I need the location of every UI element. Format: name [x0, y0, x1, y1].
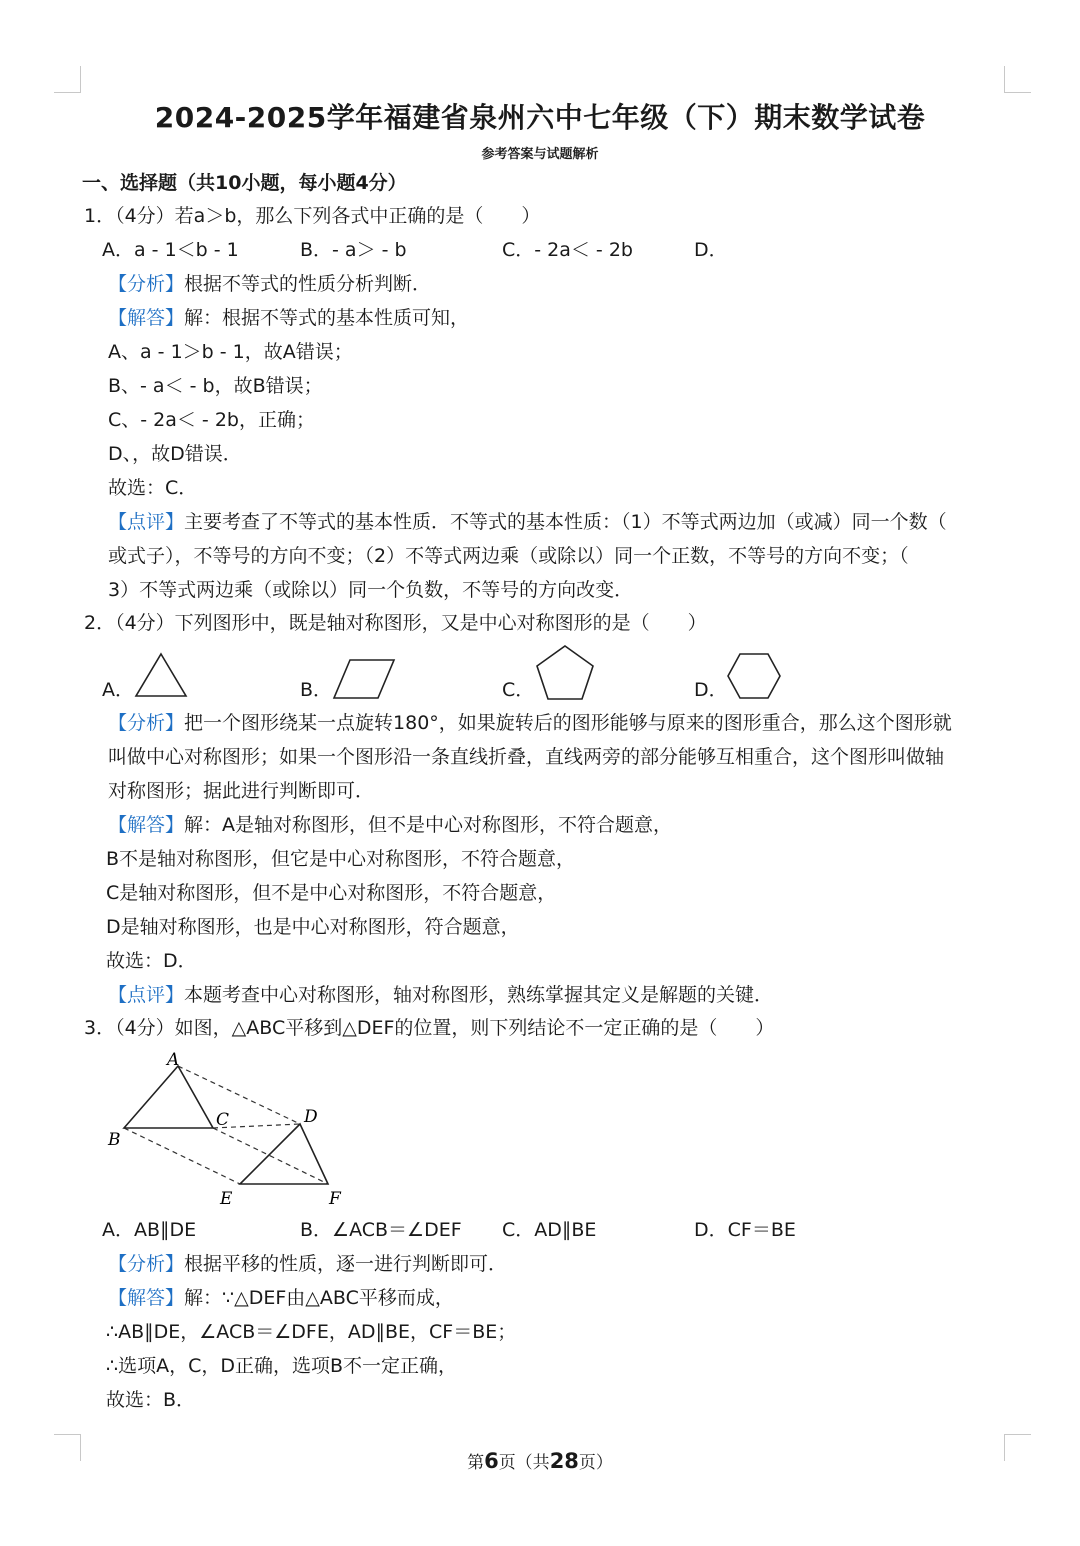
q2-answer: [108, 812, 672, 838]
q1-analysis-text: 根据不等式的性质分析判断．: [184, 273, 432, 295]
hexagon-icon: [726, 652, 782, 700]
q2-analysis: [108, 710, 952, 736]
q2-option-a: A．: [102, 679, 134, 701]
q1-stem: 1．（4分）若a＞b，那么下列各式中正确的是（ ）: [84, 205, 541, 227]
page-title: 2024-2025学年福建省泉州六中七年级（下）期末数学试卷: [154, 101, 926, 134]
q3-answer-text: 解：∵△DEF由△ABC平移而成，: [184, 1287, 454, 1309]
q3-option-a: A．AB∥DE: [102, 1219, 197, 1241]
q3-option-b: B．∠ACB＝∠DEF: [300, 1219, 462, 1241]
q2-comment: [108, 982, 773, 1008]
triangle-icon: [134, 652, 188, 698]
point-label-a: A: [167, 1050, 180, 1070]
q2-option-d: D．: [694, 679, 728, 701]
answer-tag: 【解答】: [108, 814, 185, 836]
point-label-d: D: [304, 1107, 318, 1127]
corner-mark-top-right: [1004, 66, 1031, 93]
q3-answer: [108, 1285, 454, 1311]
translation-figure: [100, 1046, 350, 1208]
triangle-abc: [124, 1066, 213, 1128]
analysis-tag: 【分析】: [108, 1253, 185, 1275]
total-pages: 28: [549, 1449, 579, 1473]
q1-comment-line: 3）不等式两边乘（或除以）同一个负数，不等号的方向改变．: [108, 579, 634, 601]
page-footer: [0, 1448, 1080, 1473]
footer-prefix: 第: [467, 1453, 485, 1473]
section-heading: 一、选择题（共10小题，每小题4分）: [82, 172, 407, 194]
q1-comment-line: 或式子），不等号的方向不变；（2）不等式两边乘（或除以）同一个正数，不等号的方向不变；（: [108, 545, 909, 567]
point-label-e: E: [220, 1189, 233, 1208]
q2-stem: 2．（4分）下列图形中，既是轴对称图形，又是中心对称图形的是（ ）: [84, 612, 707, 634]
pentagon-icon: [534, 644, 596, 702]
parallelogram-icon: [332, 658, 396, 700]
footer-middle: 页（共: [498, 1453, 550, 1473]
analysis-tag: 【分析】: [108, 712, 185, 734]
q2-option-c: C．: [502, 679, 535, 701]
q1-analysis: [108, 271, 431, 297]
q3-stem: 3．（4分）如图，△ABC平移到△DEF的位置，则下列结论不一定正确的是（ ）: [84, 1017, 775, 1039]
q1-option-c: C．- 2a＜ - 2b: [502, 239, 633, 261]
q1-option-d: D．: [694, 239, 728, 261]
q1-option-a: A．a - 1＜b - 1: [102, 239, 239, 261]
page-subtitle: 参考答案与试题解析: [481, 147, 599, 162]
q3-option-c: C．AD∥BE: [502, 1219, 597, 1241]
q3-answer-line: 故选：B．: [106, 1389, 196, 1411]
q1-comment: [108, 509, 947, 535]
q3-analysis-text: 根据平移的性质，逐一进行判断即可．: [184, 1253, 508, 1275]
answer-tag: 【解答】: [108, 307, 185, 329]
q2-answer-line: 故选：D．: [106, 950, 197, 972]
q2-answer-text: 解：A是轴对称图形，但不是中心对称图形，不符合题意，: [184, 814, 673, 836]
q1-answer-line: A、a - 1＞b - 1，故A错误；: [108, 341, 353, 363]
q1-answer-line: C、- 2a＜ - 2b，正确；: [108, 409, 315, 431]
analysis-tag: 【分析】: [108, 273, 185, 295]
q1-answer: [108, 305, 469, 331]
q2-option-b: B．: [300, 679, 333, 701]
q2-answer-line: B不是轴对称图形，但它是中心对称图形，不符合题意，: [106, 848, 576, 870]
q1-comment-text: 主要考查了不等式的基本性质．不等式的基本性质：（1）不等式两边加（或减）同一个数（: [184, 511, 947, 533]
footer-suffix: 页）: [578, 1453, 613, 1473]
q1-option-b: B．- a＞ - b: [300, 239, 407, 261]
comment-tag: 【点评】: [108, 511, 185, 533]
page-number: 6: [484, 1449, 499, 1473]
q2-analysis-line: 叫做中心对称图形；如果一个图形沿一条直线折叠，直线两旁的部分能够互相重合，这个图形叫做轴: [108, 746, 945, 768]
q3-answer-line: ∴AB∥DE，∠ACB＝∠DFE，AD∥BE，CF＝BE；: [106, 1321, 517, 1343]
q2-answer-line: D是轴对称图形，也是中心对称图形，符合题意，: [106, 916, 520, 938]
point-label-f: F: [329, 1189, 341, 1208]
q2-analysis-text: 把一个图形绕某一点旋转180°，如果旋转后的图形能够与原来的图形重合，那么这个图形就: [184, 712, 952, 734]
q2-analysis-line: 对称图形；据此进行判断即可．: [108, 780, 375, 802]
corner-mark-top-left: [54, 66, 81, 93]
comment-tag: 【点评】: [108, 984, 185, 1006]
point-label-c: C: [216, 1110, 230, 1130]
q2-comment-text: 本题考查中心对称图形，轴对称图形，熟练掌握其定义是解题的关键．: [184, 984, 774, 1006]
q1-answer-line: D、，故D错误．: [108, 443, 242, 465]
q3-answer-line: ∴选项A，C，D正确，选项B不一定正确，: [106, 1355, 458, 1377]
q1-answer-line: B、- a＜ - b，故B错误；: [108, 375, 323, 397]
q3-analysis: [108, 1251, 507, 1277]
q1-answer-text: 解：根据不等式的基本性质可知，: [184, 307, 470, 329]
q3-option-d: D．CF＝BE: [694, 1219, 796, 1241]
answer-tag: 【解答】: [108, 1287, 185, 1309]
q1-answer-line: 故选：C．: [108, 477, 198, 499]
point-label-b: B: [108, 1130, 121, 1150]
triangle-def: [240, 1124, 328, 1184]
q2-answer-line: C是轴对称图形，但不是中心对称图形，不符合题意，: [106, 882, 557, 904]
